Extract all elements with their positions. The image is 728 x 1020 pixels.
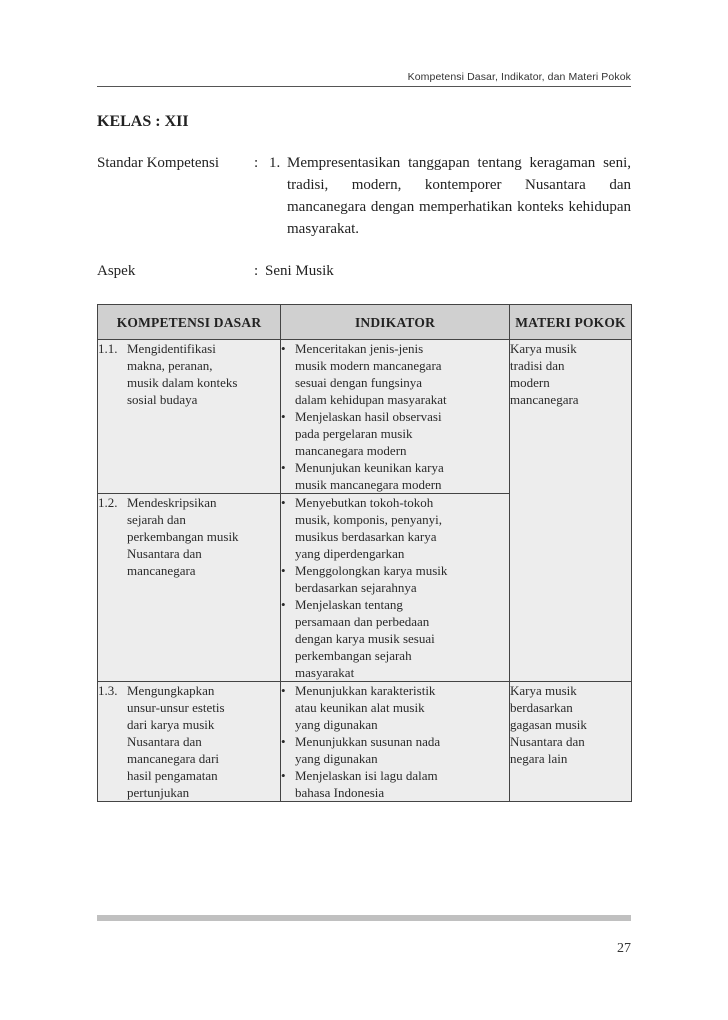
indikator-line: Menjelaskan hasil observasi bbox=[295, 409, 442, 424]
indikator-item bbox=[281, 596, 509, 681]
indikator-item bbox=[281, 494, 509, 562]
kompetensi-dasar-line: mancanegara bbox=[127, 563, 196, 578]
kompetensi-dasar-text bbox=[127, 494, 280, 579]
bullet-icon: • bbox=[281, 460, 286, 475]
indikator-line: Menyebutkan tokoh-tokoh bbox=[295, 495, 434, 510]
kompetensi-dasar-line: dari karya musik bbox=[127, 717, 215, 732]
indikator-text bbox=[295, 733, 509, 767]
materi-pokok-cell bbox=[510, 340, 632, 682]
header-kompetensi-dasar: KOMPETENSI DASAR bbox=[98, 305, 281, 340]
indikator-line: bahasa Indonesia bbox=[295, 785, 385, 800]
materi-pokok-line: Nusantara dan bbox=[510, 734, 585, 749]
kompetensi-dasar-number: 1.3. bbox=[98, 683, 118, 698]
indikator-line: berdasarkan sejarahnya bbox=[295, 580, 417, 595]
indikator-text bbox=[295, 494, 509, 562]
aspek-label: Aspek bbox=[97, 263, 136, 279]
table-row bbox=[98, 682, 632, 802]
indikator-line: Menjelaskan isi lagu dalam bbox=[295, 768, 438, 783]
kompetensi-dasar-cell bbox=[98, 340, 281, 494]
indikator-line: Menunjukkan susunan nada bbox=[295, 734, 441, 749]
kompetensi-dasar-line: Nusantara dan bbox=[127, 546, 202, 561]
aspek-value: Seni Musik bbox=[265, 263, 334, 279]
indikator-line: yang digunakan bbox=[295, 751, 378, 766]
table-row bbox=[98, 340, 632, 494]
standar-kompetensi-text: Mempresentasikan tanggapan tentang keragaman seni, tradisi, modern, kontemporer Nusantara dan mancanegara dengan memperhatikan konteks kehidupan masyarakat. bbox=[287, 155, 631, 237]
kompetensi-dasar-line: Mendeskripsikan bbox=[127, 495, 217, 510]
indikator-line: perkembangan sejarah bbox=[295, 648, 412, 663]
materi-pokok-line: negara lain bbox=[510, 751, 568, 766]
indikator-text bbox=[295, 340, 509, 408]
standar-kompetensi-label: Standar Kompetensi bbox=[97, 155, 220, 171]
indikator-line: Menggolongkan karya musik bbox=[295, 563, 448, 578]
indikator-line: musik mancanegara modern bbox=[295, 477, 442, 492]
standar-kompetensi-colon: : bbox=[254, 155, 259, 171]
materi-pokok-line: Karya musik bbox=[510, 683, 577, 698]
indikator-line: sesuai dengan fungsinya bbox=[295, 375, 423, 390]
indikator-line: Menceritakan jenis-jenis bbox=[295, 341, 424, 356]
indikator-text bbox=[295, 562, 509, 596]
indikator-line: mancanegara modern bbox=[295, 443, 407, 458]
indikator-text bbox=[295, 767, 509, 801]
kompetensi-dasar-line: perkembangan musik bbox=[127, 529, 239, 544]
materi-pokok-line: tradisi dan bbox=[510, 358, 565, 373]
bullet-icon: • bbox=[281, 563, 286, 578]
kompetensi-dasar-line: hasil pengamatan bbox=[127, 768, 218, 783]
kompetensi-dasar-text bbox=[127, 340, 280, 408]
materi-pokok-line: mancanegara bbox=[510, 392, 579, 407]
indikator-text bbox=[295, 682, 509, 733]
indikator-line: musik modern mancanegara bbox=[295, 358, 442, 373]
kompetensi-dasar-cell bbox=[98, 682, 281, 802]
header-indikator: INDIKATOR bbox=[281, 305, 510, 340]
indikator-line: yang digunakan bbox=[295, 717, 378, 732]
indikator-line: musik, komponis, penyanyi, bbox=[295, 512, 442, 527]
kompetensi-dasar-line: sosial budaya bbox=[127, 392, 198, 407]
kompetensi-dasar-text bbox=[127, 682, 280, 801]
materi-pokok-line: modern bbox=[510, 375, 550, 390]
indikator-cell bbox=[281, 682, 510, 802]
competency-table bbox=[97, 304, 632, 802]
kompetensi-dasar-line: pertunjukan bbox=[127, 785, 190, 800]
bullet-icon: • bbox=[281, 597, 286, 612]
running-header: Kompetensi Dasar, Indikator, dan Materi Pokok bbox=[407, 71, 631, 83]
bullet-icon: • bbox=[281, 495, 286, 510]
table-header-row bbox=[98, 305, 632, 340]
indikator-item bbox=[281, 767, 509, 801]
kompetensi-dasar-entry bbox=[98, 682, 280, 801]
standar-kompetensi-number: 1. bbox=[269, 155, 281, 171]
indikator-text bbox=[295, 408, 509, 459]
materi-pokok-line: berdasarkan bbox=[510, 700, 573, 715]
kompetensi-dasar-entry bbox=[98, 494, 280, 579]
kompetensi-dasar-line: musik dalam konteks bbox=[127, 375, 238, 390]
aspek-colon: : bbox=[254, 263, 259, 279]
indikator-cell bbox=[281, 494, 510, 682]
indikator-text bbox=[295, 596, 509, 681]
indikator-line: pada pergelaran musik bbox=[295, 426, 413, 441]
indikator-item bbox=[281, 733, 509, 767]
kompetensi-dasar-line: unsur-unsur estetis bbox=[127, 700, 225, 715]
indikator-item bbox=[281, 408, 509, 459]
indikator-line: yang diperdengarkan bbox=[295, 546, 405, 561]
kompetensi-dasar-number: 1.2. bbox=[98, 495, 118, 510]
class-title: KELAS : XII bbox=[97, 113, 189, 130]
indikator-item bbox=[281, 562, 509, 596]
footer-bar bbox=[97, 915, 631, 921]
kompetensi-dasar-line: sejarah dan bbox=[127, 512, 186, 527]
indikator-line: Menunjukkan karakteristik bbox=[295, 683, 436, 698]
kompetensi-dasar-line: mancanegara dari bbox=[127, 751, 220, 766]
indikator-item bbox=[281, 340, 509, 408]
indikator-line: dengan karya musik sesuai bbox=[295, 631, 435, 646]
indikator-text bbox=[295, 459, 509, 493]
indikator-item bbox=[281, 682, 509, 733]
indikator-line: Menunjukan keunikan karya bbox=[295, 460, 444, 475]
bullet-icon: • bbox=[281, 341, 286, 356]
kompetensi-dasar-number: 1.1. bbox=[98, 341, 118, 356]
materi-pokok-cell bbox=[510, 682, 632, 802]
bullet-icon: • bbox=[281, 768, 286, 783]
indikator-line: masyarakat bbox=[295, 665, 355, 680]
indikator-line: musikus berdasarkan karya bbox=[295, 529, 437, 544]
bullet-icon: • bbox=[281, 683, 286, 698]
kompetensi-dasar-line: Mengidentifikasi bbox=[127, 341, 216, 356]
indikator-line: atau keunikan alat musik bbox=[295, 700, 425, 715]
bullet-icon: • bbox=[281, 409, 286, 424]
indikator-line: persamaan dan perbedaan bbox=[295, 614, 430, 629]
bullet-icon: • bbox=[281, 734, 286, 749]
kompetensi-dasar-line: Nusantara dan bbox=[127, 734, 202, 749]
materi-pokok-line: gagasan musik bbox=[510, 717, 587, 732]
header-materi-pokok: MATERI POKOK bbox=[510, 305, 632, 340]
indikator-item bbox=[281, 459, 509, 493]
kompetensi-dasar-cell bbox=[98, 494, 281, 682]
indikator-line: Menjelaskan tentang bbox=[295, 597, 403, 612]
indikator-cell bbox=[281, 340, 510, 494]
kompetensi-dasar-line: makna, peranan, bbox=[127, 358, 213, 373]
header-rule bbox=[97, 86, 631, 87]
indikator-line: dalam kehidupan masyarakat bbox=[295, 392, 447, 407]
kompetensi-dasar-entry bbox=[98, 340, 280, 408]
page-number: 27 bbox=[617, 941, 631, 956]
materi-pokok-line: Karya musik bbox=[510, 341, 577, 356]
kompetensi-dasar-line: Mengungkapkan bbox=[127, 683, 215, 698]
